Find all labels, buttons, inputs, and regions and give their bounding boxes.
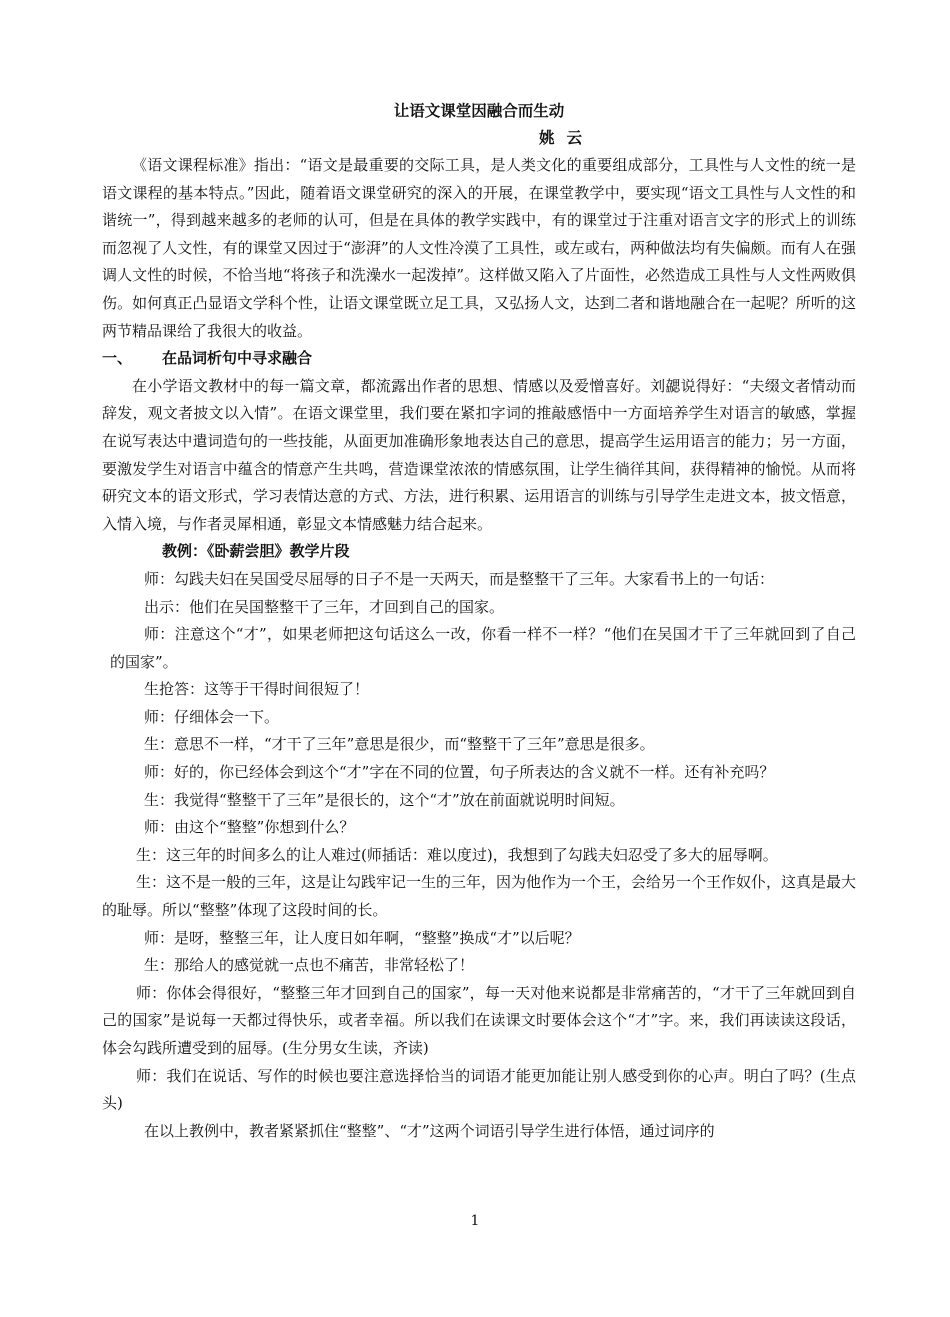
- document-title: 让语文课堂因融合而生动: [393, 102, 565, 120]
- dialogue-line: 师：你体会得很好，“整整三年才回到自己的国家”，每一天对他来说都是非常痛苦的，“才干了三年就回到自己的国家”是说每一天都过得快乐，或者幸福。所以我们在读课文时要体会这个“才”字。来，我们再读读这段话，体会勾践所遭受到的屈辱。(生分男女生读，齐读): [102, 983, 856, 1057]
- document-author: 姚云: [539, 129, 595, 147]
- section-number: 一、: [102, 349, 133, 368]
- dialogue-line: 生抢答：这等于干得时间很短了！: [144, 680, 370, 699]
- analysis-paragraph: 在以上教例中，教者紧紧抓住“整整”、“才”这两个词语引导学生进行体悟，通过词序的: [144, 1121, 715, 1140]
- section-paragraph: 在小学语文教材中的每一篇文章，都流露出作者的思想、情感以及爱憎喜好。刘勰说得好：“夫缀文者情动而辞发，观文者披文以入情”。在语文课堂里，我们要在紧扣字词的推敲感悟中一方面培养学生对语言的敏感，掌握在说写表达中遣词造句的一些技能，从面更加准确形象地表达自己的意思，提高学生运用语言的能力；另一方面，要激发学生对语言中蕴含的情意产生共鸣，营造课堂浓浓的情感氛围，让学生徜徉其间，获得精神的愉悦。从而将研究文本的语文形式，学习表情达意的方式、方法，进行积累、运用语言的训练与引导学生走进文本，披文悟意，入情入境，与作者灵犀相通，彰显文本情感魅力结合起来。: [102, 376, 856, 533]
- dialogue-line: 师：好的，你已经体会到这个“才”字在不同的位置，句子所表达的含义就不一样。还有补充吗？: [144, 763, 775, 782]
- dialogue-line: 生：那给人的感觉就一点也不痛苦，非常轻松了！: [144, 956, 475, 975]
- dialogue-line: 生：这三年的时间多么的让人难过(师插话：难以度过)，我想到了勾践夫妇忍受了多大的屈辱啊。: [136, 845, 778, 864]
- dialogue-line: 生：意思不一样，“才干了三年”意思是很少，而“整整干了三年”意思是很多。: [144, 735, 655, 754]
- dialogue-line: 师：勾践夫妇在吴国受尽屈辱的日子不是一天两天，而是整整干了三年。大家看书上的一句话：: [144, 569, 775, 588]
- dialogue-line: 生：这不是一般的三年，这是让勾践牢记一生的三年，因为他作为一个王，会给另一个王作奴仆，这真是最大的耻辱。所以“整整”体现了这段时间的长。: [102, 873, 857, 920]
- dialogue-line: 师：我们在说话、写作的时候也要注意选择恰当的词语才能更加能让别人感受到你的心声。明白了吗？(生点头): [102, 1066, 856, 1113]
- dialogue-line: 师：仔细体会一下。: [144, 707, 280, 726]
- dialogue-line: 出示：他们在吴国整整干了三年，才回到自己的国家。: [144, 597, 505, 616]
- page-number: 1: [470, 1213, 480, 1229]
- document-body: [102, 98, 856, 1145]
- intro-paragraph: 《语文课程标准》指出：“语文是最重要的交际工具，是人类文化的重要组成部分，工具性与人文性的统一是语文课程的基本特点。”因此，随着语文课堂研究的深入的开展，在课堂教学中，要实现“语文工具性与人文性的和谐统一”，得到越来越多的老师的认可，但是在具体的教学实践中，有的课堂过于注重对语言文字的形式上的训练而忽视了人文性，有的课堂又因过于“澎湃”的人文性冷漠了工具性，或左或右，两种做法均有失偏颇。而有人在强调人文性的时候，不恰当地“将孩子和洗澡水一起泼掉”。这样做又陷入了片面性，必然造成工具性与人文性两败俱伤。如何真正凸显语文学科个性，让语文课堂既立足工具，又弘扬人文，达到二者和谐地融合在一起呢？所听的这两节精品课给了我很大的收益。: [102, 156, 856, 340]
- section-title: 在品词析句中寻求融合: [162, 349, 313, 368]
- section-heading: [102, 345, 856, 373]
- dialogue-line: 生：我觉得“整整干了三年”是很长的，这个“才”放在前面就说明时间短。: [144, 790, 625, 809]
- example-title: 教例：《卧薪尝胆》教学片段: [162, 542, 350, 561]
- dialogue-line: 师：由这个“整整”你想到什么？: [144, 818, 355, 837]
- dialogue-line: 师：是呀，整整三年，让人度日如年啊，“整整”换成“才”以后呢？: [144, 928, 580, 947]
- dialogue-line: 师：注意这个“才”，如果老师把这句话这么一改，你看一样不一样？“他们在吴国才干了三年就回到了自己的国家”。: [110, 625, 856, 671]
